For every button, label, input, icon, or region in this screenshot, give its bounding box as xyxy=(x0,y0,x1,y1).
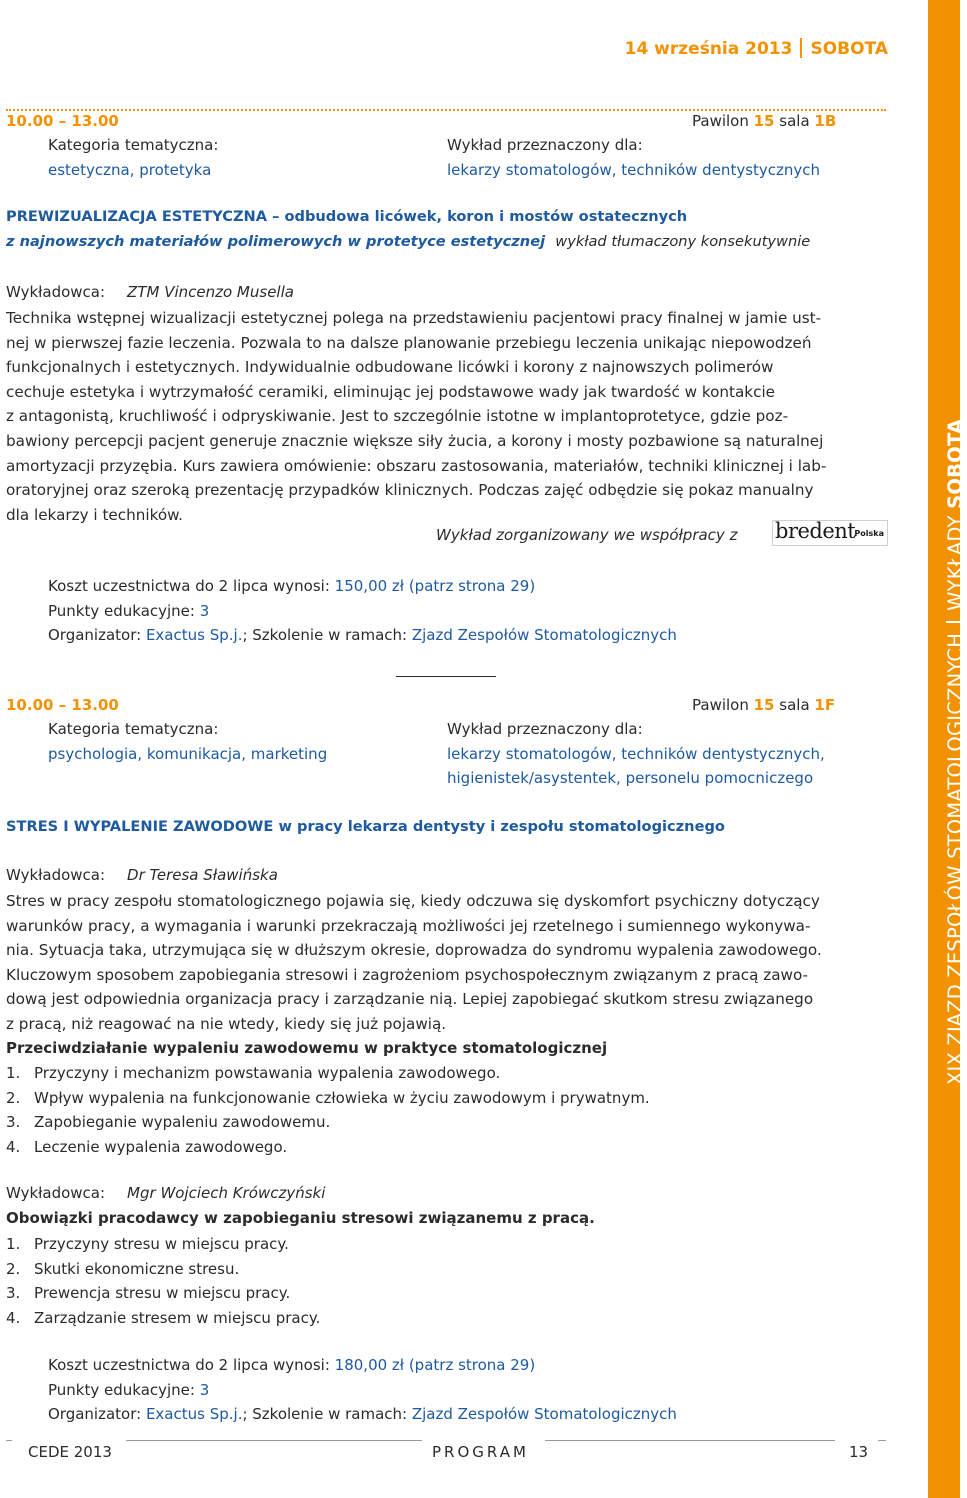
side-tab-day: SOBOTA xyxy=(944,418,967,509)
date-header-day: SOBOTA xyxy=(810,39,888,59)
session1-training-value: Zjazd Zespołów Stomatologicznych xyxy=(411,626,677,644)
side-tab-section: WYKŁADY xyxy=(944,515,967,611)
session2-title: STRES I WYPALENIE ZAWODOWE w pracy lekarza dentysty i zespołu stomatologicznego xyxy=(6,818,725,835)
session1-time-dash: – xyxy=(58,112,67,130)
session2-category-label: Kategoria tematyczna: xyxy=(48,720,219,738)
session1-cost-value: 150,00 zł (patrz strona 29) xyxy=(334,577,536,595)
session1-cost-label: Koszt uczestnictwa do 2 lipca wynosi: xyxy=(48,577,335,595)
session2-time-end: 13.00 xyxy=(71,696,119,714)
session2-lecturer2 xyxy=(6,1184,325,1202)
session2-organizer-value: Exactus Sp.j. xyxy=(145,1405,243,1423)
session1-category-value: estetyczna, protetyka xyxy=(48,161,212,179)
session1-time xyxy=(6,112,119,130)
session2-topic2-heading: Obowiązki pracodawcy w zapobieganiu stresowi związanemu z pracą. xyxy=(6,1209,595,1227)
bredent-logo-sub: Polska xyxy=(854,529,884,538)
session1-points xyxy=(48,599,209,623)
session1-venue-number: 15 xyxy=(753,112,775,130)
session2-topic2-list xyxy=(6,1232,320,1330)
session2-time xyxy=(6,696,119,714)
session1-description-line: amortyzacji przyzębia. Kurs zawiera omówienie: obszaru zastosowania, materiałów, techniki klinicznej i lab- xyxy=(6,456,827,475)
date-header xyxy=(625,38,888,59)
session-divider xyxy=(396,676,496,677)
session1-organizer-label: Organizator: xyxy=(48,626,146,644)
session2-time-start: 10.00 xyxy=(6,696,54,714)
session1-lecturer-name: ZTM Vincenzo Musella xyxy=(127,283,294,301)
session2-lecturer1 xyxy=(6,866,278,884)
session2-venue-room: 1F xyxy=(814,696,836,714)
list-item-number: 2. xyxy=(6,1088,21,1107)
session2-lecturer2-label: Wykładowca: xyxy=(6,1184,106,1202)
session2-description-line: dową jest odpowiednia organizacja pracy i zarządzanie nią. Lepiej zapobiegać skutkom stresu związanego xyxy=(6,990,814,1009)
session2-points-value: 3 xyxy=(199,1381,210,1399)
session1-title-note: wykład tłumaczony konsekutywnie xyxy=(555,233,811,250)
session1-organizer-value: Exactus Sp.j. xyxy=(145,626,243,644)
list-item-text: Leczenie wypalenia zawodowego. xyxy=(34,1137,288,1156)
bredent-logo xyxy=(772,520,888,546)
session1-audience-value: lekarzy stomatologów, techników dentystycznych xyxy=(447,161,821,179)
session2-description-line: nia. Sytuacja taka, utrzymująca się w dłuższym okresie, doprowadza do syndromu wypalenia zawodowego. xyxy=(6,941,822,960)
session2-audience-line1: lekarzy stomatologów, techników dentystycznych, xyxy=(447,745,825,763)
bredent-logo-word: bredent xyxy=(775,519,856,543)
footer-left: CEDE 2013 xyxy=(28,1443,112,1461)
session2-venue xyxy=(692,696,835,714)
list-item xyxy=(6,1281,320,1306)
footer-rule-left xyxy=(6,1440,12,1441)
list-item-number: 3. xyxy=(6,1113,21,1131)
session1-points-value: 3 xyxy=(199,602,210,620)
session2-cost xyxy=(48,1353,535,1377)
session1-description-line: z antagonistą, kruchliwość i odpryskiwanie. Jest to szczególnie istotne w implantoprotetyce, gdzie poz- xyxy=(6,407,789,426)
session2-lecturer1-label: Wykładowca: xyxy=(6,866,106,884)
session2-description xyxy=(6,889,886,1037)
session2-venue-pavilion: Pawilon xyxy=(692,696,754,714)
session2-topic1-list xyxy=(6,1061,650,1159)
footer-rule-right xyxy=(878,1440,886,1441)
session2-description-line: warunków pracy, a wymagania i warunki przekraczają możliwości jej rzetelnego i sumiennego wykonywa- xyxy=(6,916,811,935)
session2-organizer xyxy=(48,1402,677,1426)
session1-venue xyxy=(692,112,836,130)
session2-points-label: Punkty edukacyjne: xyxy=(48,1381,200,1399)
session2-venue-sala: sala xyxy=(774,696,815,714)
session1-time-end: 13.00 xyxy=(71,112,119,130)
list-item xyxy=(6,1086,650,1111)
session1-lecturer xyxy=(6,283,294,301)
date-header-date: 14 września 2013 xyxy=(624,39,793,59)
list-item-number: 2. xyxy=(6,1259,21,1278)
list-item-number: 4. xyxy=(6,1137,21,1156)
session2-audience-label: Wykład przeznaczony dla: xyxy=(447,720,643,738)
session1-description xyxy=(6,306,886,527)
list-item xyxy=(6,1135,650,1160)
session2-description-line: Kluczowym sposobem zapobiegania stresowi i zagrożeniom psychospołecznym związanym z pracą zawo- xyxy=(6,965,809,984)
list-item xyxy=(6,1257,320,1282)
session2-category-value: psychologia, komunikacja, marketing xyxy=(48,745,328,763)
session1-description-line: dla lekarzy i techników. xyxy=(6,505,183,524)
page-number: 13 xyxy=(849,1443,869,1461)
list-item xyxy=(6,1232,320,1257)
list-item xyxy=(6,1110,650,1135)
footer-rule-mid-left xyxy=(126,1440,422,1441)
date-header-separator xyxy=(800,38,802,58)
list-item-text: Przyczyny i mechanizm powstawania wypalenia zawodowego. xyxy=(34,1064,501,1082)
list-item-number: 1. xyxy=(6,1235,21,1253)
list-item-text: Prewencja stresu w miejscu pracy. xyxy=(34,1284,291,1302)
side-tab-label xyxy=(944,419,967,1085)
session1-organizer xyxy=(48,623,677,647)
session2-training-value: Zjazd Zespołów Stomatologicznych xyxy=(411,1405,677,1423)
list-item-text: Wpływ wypalenia na funkcjonowanie człowieka w życiu zawodowym i prywatnym. xyxy=(34,1088,650,1107)
session1-description-line: bawiony percepcji pacjent generuje znacznie większe siły żucia, a korony i mosty pozbawione są naturalnej xyxy=(6,431,824,450)
session1-audience-label: Wykład przeznaczony dla: xyxy=(447,136,643,154)
session1-venue-sala: sala xyxy=(774,112,815,130)
session2-audience-line2: higienistek/asystentek, personelu pomocniczego xyxy=(447,769,814,787)
session1-training-label: ; Szkolenie w ramach: xyxy=(242,626,412,644)
session2-organizer-label: Organizator: xyxy=(48,1405,146,1423)
session2-lecturer2-name: Mgr Wojciech Krówczyński xyxy=(127,1184,326,1202)
list-item-number: 3. xyxy=(6,1284,21,1302)
session2-cost-label: Koszt uczestnictwa do 2 lipca wynosi: xyxy=(48,1356,335,1374)
session2-lecturer1-name: Dr Teresa Sławińska xyxy=(127,866,278,884)
section-divider-dotted xyxy=(6,109,886,111)
list-item-number: 1. xyxy=(6,1064,21,1082)
session1-description-line: funkcjonalnych i estetycznych. Indywidualnie odbudowane licówki i korony z najnowszych polimerów xyxy=(6,358,774,377)
session1-description-line: Technika wstępnej wizualizacji estetycznej polega na przedstawieniu pacjentowi pracy finalnej w jamie ust- xyxy=(6,309,822,327)
session2-time-dash: – xyxy=(58,696,67,714)
session1-lecturer-label: Wykładowca: xyxy=(6,283,106,301)
side-tab-separator xyxy=(946,621,965,623)
list-item xyxy=(6,1306,320,1331)
list-item-text: Zapobieganie wypaleniu zawodowemu. xyxy=(34,1113,331,1131)
list-item-text: Przyczyny stresu w miejscu pracy. xyxy=(34,1235,289,1253)
sponsor-note: Wykład zorganizowany we współpracy z xyxy=(436,526,738,544)
session1-description-line: cechuje estetyka i wytrzymałość ceramiki, eliminując jej podstawowe wady jak twardość w kontakcie xyxy=(6,382,776,401)
session1-title-line1: PREWIZUALIZACJA ESTETYCZNA – odbudowa licówek, koron i mostów ostatecznych xyxy=(6,208,688,225)
session1-points-label: Punkty edukacyjne: xyxy=(48,602,200,620)
session1-venue-room: 1B xyxy=(814,112,837,130)
session1-category-label: Kategoria tematyczna: xyxy=(48,136,219,154)
session2-cost-value: 180,00 zł (patrz strona 29) xyxy=(334,1356,536,1374)
list-item-number: 4. xyxy=(6,1308,21,1327)
session2-venue-number: 15 xyxy=(753,696,775,714)
list-item xyxy=(6,1061,650,1086)
side-tab-prefix: XIX ZJAZD ZESPOŁÓW STOMATOLOGICZNYCH xyxy=(944,632,967,1085)
session1-description-line: nej w pierwszej fazie leczenia. Pozwala to na dalsze planowanie przebiegu leczenia unikając niepowodzeń xyxy=(6,333,812,352)
session2-training-label: ; Szkolenie w ramach: xyxy=(242,1405,412,1423)
list-item-text: Zarządzanie stresem w miejscu pracy. xyxy=(34,1308,321,1327)
session1-description-line: oratoryjnej oraz szeroką prezentację przypadków klinicznych. Podczas zajęć odbędzie się pokaz manualny xyxy=(6,481,814,500)
footer-center: PROGRAM xyxy=(432,1443,529,1461)
list-item-text: Skutki ekonomiczne stresu. xyxy=(34,1259,240,1278)
session1-venue-pavilion: Pawilon xyxy=(692,112,754,130)
session1-cost xyxy=(48,574,535,598)
session2-description-line: Stres w pracy zespołu stomatologicznego pojawia się, kiedy odczuwa się dyskomfort psychiczny dotyczący xyxy=(6,892,820,910)
session2-description-line: z pracą, niż reagować na nie wtedy, kiedy się już pojawią. xyxy=(6,1014,447,1033)
session1-title-line2-text: z najnowszych materiałów polimerowych w protetyce estetycznej xyxy=(6,233,546,250)
session1-title-line2 xyxy=(6,233,810,250)
session1-time-start: 10.00 xyxy=(6,112,54,130)
session2-points xyxy=(48,1378,209,1402)
footer-rule-mid-right xyxy=(545,1440,835,1441)
session2-topic1-heading: Przeciwdziałanie wypaleniu zawodowemu w praktyce stomatologicznej xyxy=(6,1039,608,1057)
